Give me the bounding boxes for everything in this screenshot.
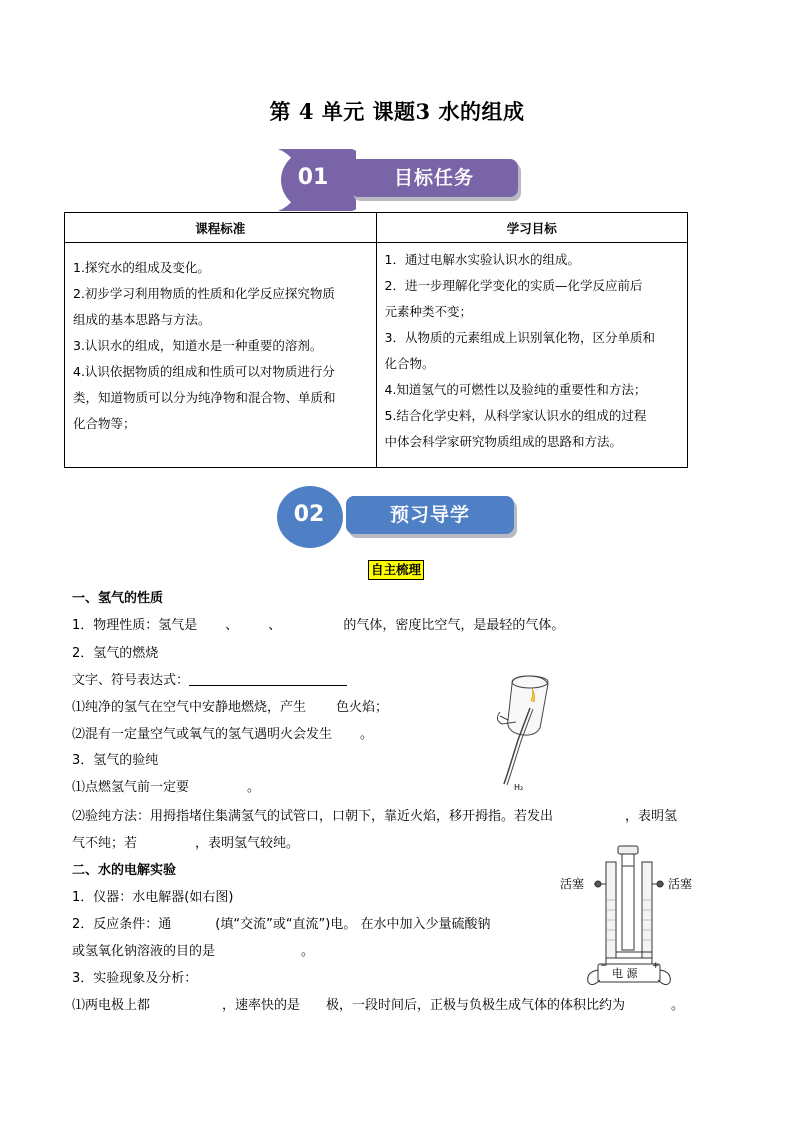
purity-heading: 3．氢气的验纯 (72, 753, 159, 768)
text: ，表明氢气较纯。 (195, 836, 300, 851)
table-header-goal: 学习目标 (376, 213, 688, 243)
list-item: 2.初步学习利用物质的性质和化学反应探究物质 (73, 286, 335, 301)
text: 的气体，密度比空气 (343, 618, 461, 633)
text: ⑵混有一定量空气或氧气的氢气遇明火会发生 (72, 727, 333, 742)
purpose-line (72, 943, 314, 961)
purity-result-line (72, 835, 299, 853)
physical-properties-line (72, 617, 564, 635)
condition-line (72, 916, 491, 934)
stopcock-left-label: 活塞 (560, 877, 585, 891)
text: ⑴纯净的氢气在空气中安静地燃烧，产生 (72, 700, 307, 715)
explosion-line (72, 726, 373, 744)
expression-line (72, 671, 347, 690)
list-item: 中体会科学家研究物质组成的思路和方法。 (384, 434, 623, 449)
h2-label: H₂ (514, 783, 524, 792)
text: (填“交流”或“直流”)电。 在水中加入少量硫酸钠 (215, 917, 491, 932)
list-item: 化合物等； (73, 416, 136, 431)
text: ⑴点燃氢气前一定要 (72, 780, 190, 795)
text: 。 (301, 944, 315, 959)
phenomena-line (72, 997, 684, 1015)
list-item: 3．从物质的元素组成上识别氧化物，区分单质和 (384, 330, 655, 345)
text: 极，一段时间后，正极与负极生成气体的体积比约为 (326, 998, 626, 1013)
list-item: 5.结合化学史料，从科学家认识水的组成的过程 (384, 408, 647, 423)
list-item: 4.知道氢气的可燃性以及验纯的重要性和方法； (384, 382, 647, 397)
list-item: 4.认识依据物质的组成和性质可以对物质进行分 (73, 364, 335, 379)
minus-sign: − (600, 961, 608, 971)
purity-method-line (72, 808, 677, 826)
text: 色火焰； (336, 700, 389, 715)
hydrogen-burning-figure (478, 672, 558, 800)
text: ⑴两电极上都 (72, 998, 151, 1013)
section-banner-01 (276, 147, 526, 213)
apparatus-line: 1．仪器：水电解器(如右图) (72, 890, 234, 905)
self-review-tag: 自主梳理 (368, 560, 424, 580)
list-item: 组成的基本思路与方法。 (73, 312, 211, 327)
stopcock-right-label: 活塞 (668, 877, 693, 891)
plus-sign: + (652, 961, 660, 971)
combustion-heading: 2．氢气的燃烧 (72, 646, 159, 661)
list-item: 1.探究水的组成及变化。 (73, 260, 210, 275)
text: 1．物理性质：氢气是 (72, 618, 198, 633)
text: ，是最轻的气体。 (460, 618, 565, 633)
section-banner-02 (272, 484, 522, 550)
section-label: 目标任务 (350, 159, 518, 197)
section-label: 预习导学 (346, 496, 514, 534)
list-item: 类，知道物质可以分为纯净物和混合物、单质和 (73, 390, 336, 405)
heading-electrolysis: 二、水的电解实验 (72, 863, 177, 878)
text: ，速率快的是 (222, 998, 301, 1013)
text: 、 (268, 618, 282, 633)
electrolyzer-figure (556, 840, 708, 990)
section-number: 02 (293, 502, 325, 527)
heading-hydrogen-properties: 一、氢气的性质 (72, 591, 164, 606)
table-header-standard: 课程标准 (65, 213, 377, 243)
answer-blank[interactable] (189, 671, 347, 686)
list-item: 3.认识水的组成，知道水是一种重要的溶剂。 (73, 338, 323, 353)
text: ⑵验纯方法：用拇指堵住集满氢气的试管口，口朝下，靠近火焰，移开拇指。若发出 (72, 809, 554, 824)
flame-line (72, 699, 388, 717)
list-item: 元素种类不变； (384, 304, 473, 319)
text: 、 (225, 618, 239, 633)
goal-cell (376, 243, 688, 468)
text: 。 (360, 727, 374, 742)
text: 文字、符号表达式： (72, 673, 190, 688)
text: ，表明氢 (625, 809, 678, 824)
text: 气不纯；若 (72, 836, 138, 851)
text: 。 (671, 998, 685, 1013)
text: 2．反应条件：通 (72, 917, 172, 932)
page-title: 第 4 单元 课题3 水的组成 (269, 99, 525, 124)
section-number: 01 (297, 165, 329, 190)
list-item: 1．通过电解水实验认识水的组成。 (384, 252, 580, 267)
purity-line-1 (72, 779, 260, 797)
standard-cell (65, 243, 377, 468)
objectives-table (64, 212, 688, 468)
text: 。 (247, 780, 261, 795)
list-item: 2．进一步理解化学变化的实质—化学反应前后 (384, 278, 643, 293)
phenomena-heading: 3．实验现象及分析： (72, 971, 198, 986)
text: 或氢氧化钠溶液的目的是 (72, 944, 216, 959)
list-item: 化合物。 (384, 356, 435, 371)
power-label: 电 源 (612, 967, 638, 980)
